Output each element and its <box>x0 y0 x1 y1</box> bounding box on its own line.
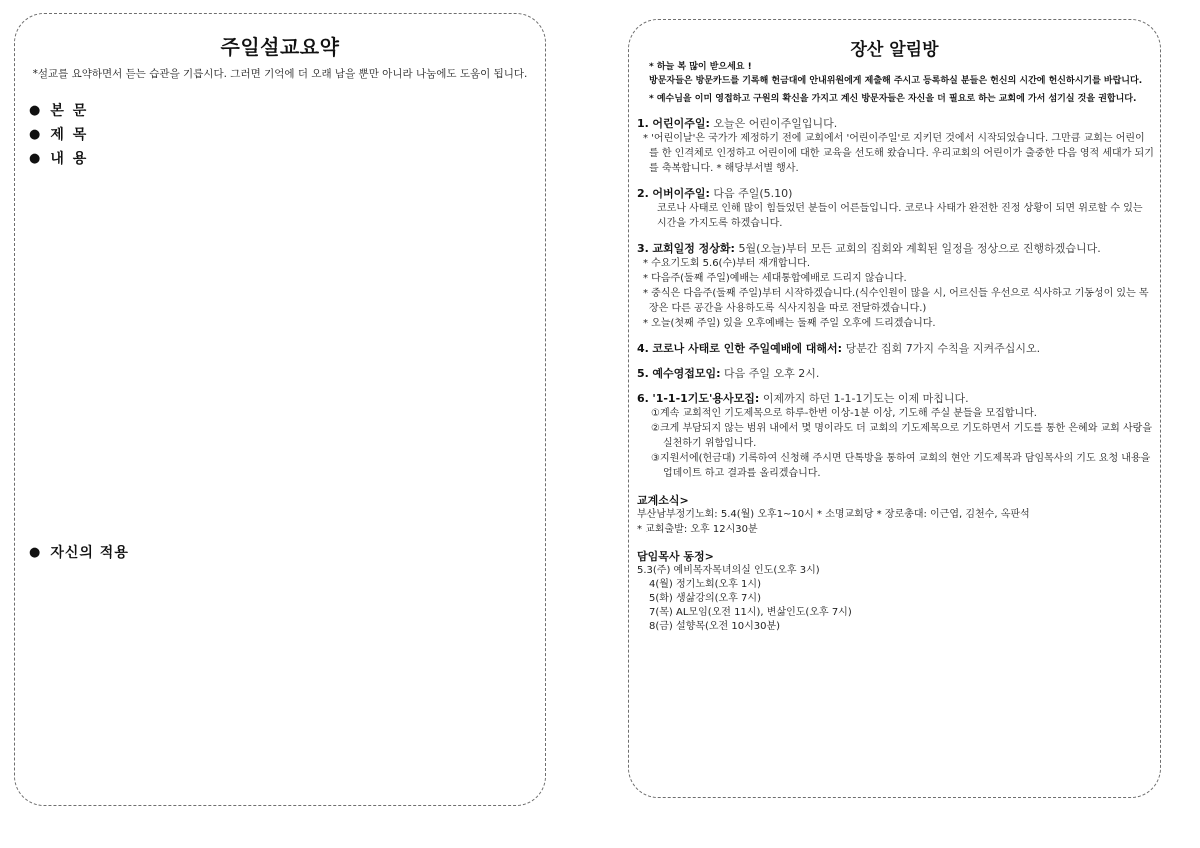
announcement-detail: * 다음주(둘째 주일)예배는 세대통합예배로 드리지 않습니다. <box>643 273 907 284</box>
pastor-schedule-line: 5(화) 생삶강의(오후 7시) <box>649 593 761 604</box>
bullet-dot-icon: ● <box>29 544 41 560</box>
announcement-detail: ③지원서에(헌금대) 기록하여 신청해 주시면 단톡방을 통하여 교회의 현안 기도제목과 담임목사의 기도 요청 내용을 업데이트 하고 결과를 올리겠습니다. <box>651 453 1151 479</box>
announcement-detail: * '어린이날'은 국가가 제정하기 전에 교회에서 '어린이주일'로 지키던 것에서 시작되었습니다. 그만큼 교회는 어린이를 한 인격체로 인정하고 어린이에 대한 교육을 선도해 왔습니다. 우리교회의 어린이가 출중한 다음 영적 세대가 되기를 축복합니다. * 해당부서별 행사. <box>643 133 1154 174</box>
sermon-summary-title: 주일설교요약 <box>220 35 340 59</box>
announcements-body <box>637 60 1154 634</box>
sermon-summary-panel <box>14 13 546 806</box>
announcement-detail: ②크게 부담되지 않는 범위 내에서 몇 명이라도 더 교회의 기도제목으로 기도하면서 기도를 통한 은혜와 교회 사랑을 실천하기 위함입니다. <box>651 423 1153 449</box>
announcement-detail: 코로나 사태로 인해 많이 힘들었던 분들이 어른들입니다. 코로나 사태가 완전한 진정 상황이 되면 위로할 수 있는 시간을 가지도록 하겠습니다. <box>657 203 1143 229</box>
pastor-schedule-heading: 담임목사 동정> <box>637 550 714 563</box>
bullet-application <box>29 542 129 562</box>
announcements-title: 장산 알림방 <box>850 40 939 60</box>
announcement-3: 3. 교회일정 정상화: 5월(오늘)부터 모든 교회의 집회와 계획된 일정을 정상으로 진행하겠습니다. * 수요기도회 5.6(수)부터 재개합니다. * 다음주(둘째 주일)예배는 세대통합예배로 드리지 않습니다. * 중식은 다음주(둘째 주일)부터 시작하겠습니다.(식수인원이 많을 시, 어르신들 우선으로 식사하고 기동성이 있는 목장은 다른 공간을 사용하도록 식사지침을 따로 전달하겠습니다.) * 오늘(첫째 주일) 있을 오후예배는 둘째 주일 오후에 드리겠습니다. <box>637 241 1154 331</box>
pastor-schedule <box>637 549 1154 634</box>
pastor-schedule-line: 4(월) 정기노회(오후 1시) <box>649 579 761 590</box>
bullet-dot-icon: ● <box>29 150 41 166</box>
bullet-dot-icon: ● <box>29 102 41 118</box>
pastor-schedule-line: 7(목) AL모임(오전 11시), 변삶인도(오후 7시) <box>649 607 852 618</box>
bullet-content <box>29 148 88 168</box>
announcement-5: 5. 예수영접모임: 다음 주일 오후 2시. <box>637 367 820 380</box>
announcement-detail: * 수요기도회 5.6(수)부터 재개합니다. <box>643 258 811 269</box>
bullet-label: 자신의 적용 <box>50 545 129 561</box>
bullet-label: 제 목 <box>50 127 89 143</box>
top-note: 방문자들은 방문카드를 기록해 헌금대에 안내위원에게 제출해 주시고 등록하실 분들은 헌신의 시간에 헌신하시기를 바랍니다. <box>649 76 1143 86</box>
bullet-scripture <box>29 100 88 120</box>
announcement-1: 1. 어린이주일: 오늘은 어린이주일입니다. * '어린이날'은 국가가 제정하기 전에 교회에서 '어린이주일'로 지키던 것에서 시작되었습니다. 그만큼 교회는 어린이를 한 인격체로 인정하고 어린이에 대한 교육을 선도해 왔습니다. 우리교회의 어린이가 출중한 다음 영적 세대가 되기를 축복합니다. * 해당부서별 행사. <box>637 117 1154 174</box>
pastor-schedule-line: 8(금) 설향목(오전 10시30분) <box>649 621 781 632</box>
announcement-2: 2. 어버이주일: 다음 주일(5.10) 코로나 사태로 인해 많이 힘들었던 분들이 어른들입니다. 코로나 사태가 완전한 진정 상황이 되면 위로할 수 있는 시간을 가지도록 하겠습니다. <box>637 186 1154 231</box>
top-note: * 하늘 복 많이 받으세요 ! <box>649 62 752 72</box>
announcement-4: 4. 코로나 사태로 인한 주일예배에 대해서: 당분간 집회 7가지 수칙을 지켜주십시오. <box>637 342 1041 355</box>
bullet-title <box>29 124 88 144</box>
pastor-schedule-line: 5.3(주) 예비목자목녀의실 인도(오후 3시) <box>637 565 820 576</box>
top-note: * 예수님을 이미 영접하고 구원의 확신을 가지고 계신 방문자들은 자신을 더 필요로 하는 교회에 가서 섬기실 것을 권합니다. <box>649 94 1137 104</box>
church-news-line: * 교회출발: 오후 12시30분 <box>637 523 758 535</box>
bullet-label: 본 문 <box>50 103 89 119</box>
sermon-summary-instruction: *설교를 요약하면서 듣는 습관을 기릅시다. 그러면 기억에 더 오래 남을 뿐만 아니라 나눔에도 도움이 됩니다. <box>32 68 528 80</box>
bullet-dot-icon: ● <box>29 126 41 142</box>
announcements-panel <box>628 19 1161 798</box>
church-news-heading: 교계소식> <box>637 494 689 507</box>
announcement-6: 6. '1-1-1기도'용사모집: 이제까지 하던 1-1-1기도는 이제 마칩니다. ①계속 교회적인 기도제목으로 하루-한번 이상-1분 이상, 기도해 주실 분들을 모집합니다. ②크게 부담되지 않는 범위 내에서 몇 명이라도 더 교회의 기도제목으로 기도하면서 기도를 통한 은혜와 교회 사랑을 실천하기 위함입니다. ③지원서에(헌금대) 기록하여 신청해 주시면 단톡방을 통하여 교회의 현안 기도제목과 담임목사의 기도 요청 내용을 업데이트 하고 결과를 올리겠습니다. <box>637 392 1153 479</box>
announcement-detail: * 오늘(첫째 주일) 있을 오후예배는 둘째 주일 오후에 드리겠습니다. <box>643 318 936 329</box>
announcement-detail: * 중식은 다음주(둘째 주일)부터 시작하겠습니다.(식수인원이 많을 시, 어르신들 우선으로 식사하고 기동성이 있는 목장은 다른 공간을 사용하도록 식사지침을 따로 전달하겠습니다.) <box>643 288 1149 314</box>
bullet-label: 내 용 <box>50 151 89 167</box>
announcement-detail: ①계속 교회적인 기도제목으로 하루-한번 이상-1분 이상, 기도해 주실 분들을 모집합니다. <box>651 408 1037 419</box>
church-news <box>637 493 1154 537</box>
church-news-line: 부산남부정기노회: 5.4(월) 오후1~10시 * 소명교회당 * 장로총대: 이근엽, 김천수, 옥판석 <box>637 509 1030 520</box>
